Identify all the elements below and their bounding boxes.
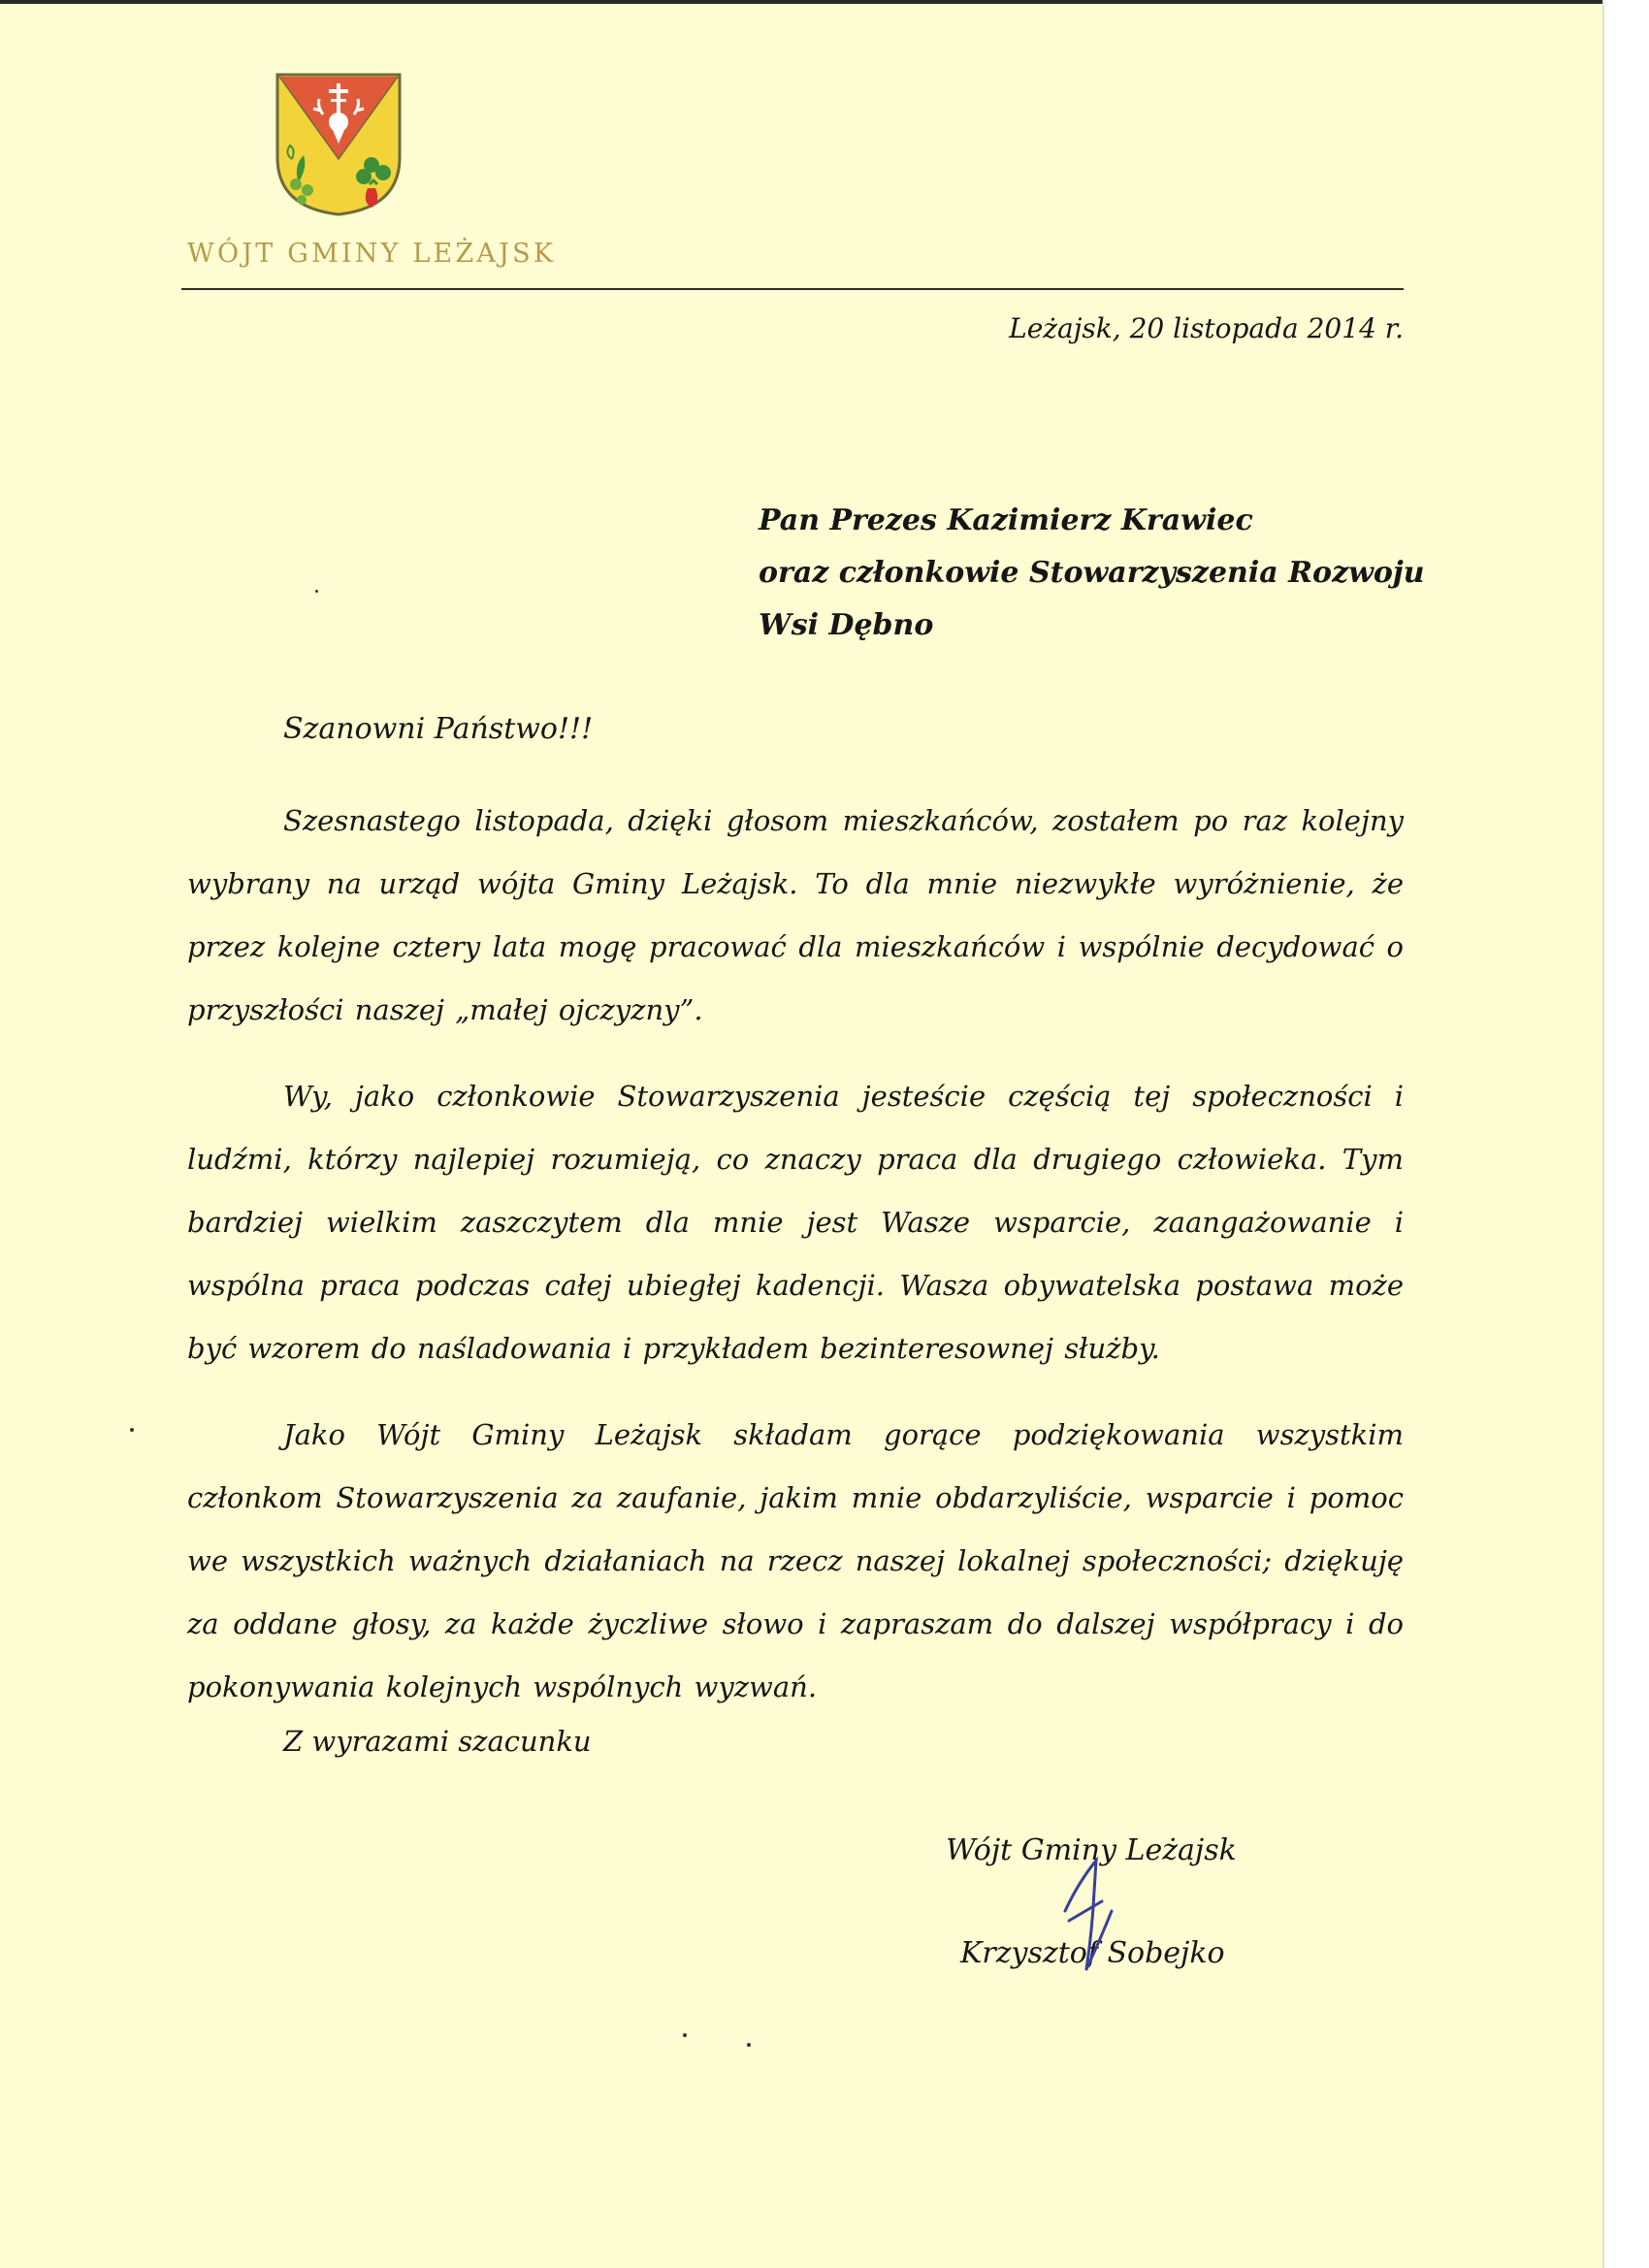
- body-paragraph: Wy, jako członkowie Stowarzyszenia jesteście częścią tej społeczności i ludźmi, którzy najlepiej rozumieją, co znaczy praca dla drugiego człowieka. Tym bardziej wielkim zaszczytem dla mnie jest Wasze wsparcie, zaangażowanie i wspólna praca podczas całej ubiegłej kadencji. Wasza obywatelska postawa może być wzorem do naśladowania i przykładem bezinteresownej służby.: [187, 1080, 1404, 1365]
- scan-speck: [130, 1428, 134, 1432]
- scan-speck: [315, 590, 318, 593]
- salutation: Szanowni Państwo!!!: [283, 712, 594, 746]
- scan-speck: [683, 2033, 687, 2037]
- scan-speck: [747, 2043, 751, 2047]
- closing-formula: Z wyrazami szacunku: [283, 1725, 592, 1758]
- body-paragraph: Jako Wójt Gminy Leżajsk składam gorące podziękowania wszystkim członkom Stowarzyszenia za zaufanie, jakim mnie obdarzyliście, wsparcie i pomoc we wszystkich ważnych działaniach na rzecz naszej lokalnej społeczności; dziękuję za oddane głosy, za każde życzliwe słowo i zapraszam do dalszej współpracy i do pokonywania kolejnych wspólnych wyzwań.: [187, 1418, 1404, 1703]
- body-paragraph: Szesnastego listopada, dzięki głosom mieszkańców, zostałem po raz kolejny wybrany na urząd wójta Gminy Leżajsk. To dla mnie niezwykłe wyróżnienie, że przez kolejne cztery lata mogę pracować dla mieszkańców i wspólnie decydować o przyszłości naszej „małej ojczyzny”.: [187, 804, 1404, 1026]
- header-divider: [181, 288, 1404, 290]
- signer-name: Krzysztof Sobejko: [960, 1936, 1225, 1970]
- scan-right-margin: [1602, 0, 1649, 2268]
- scan-top-edge: [0, 0, 1649, 4]
- coat-of-arms-icon: [275, 72, 403, 217]
- recipient-block: [759, 495, 1425, 652]
- recipient-line: Pan Prezes Kazimierz Krawiec: [759, 503, 1253, 537]
- letter-body: [187, 790, 1404, 1742]
- handwritten-signature-icon: [1057, 1843, 1135, 1989]
- letter-date: Leżajsk, 20 listopada 2014 r.: [1009, 312, 1404, 344]
- recipient-line: oraz członkowie Stowarzyszenia Rozwoju: [759, 556, 1425, 590]
- letterhead-title: WÓJT GMINY LEŻAJSK: [187, 239, 557, 269]
- recipient-line: Wsi Dębno: [759, 608, 934, 642]
- signer-title: Wójt Gminy Leżajsk: [946, 1833, 1237, 1867]
